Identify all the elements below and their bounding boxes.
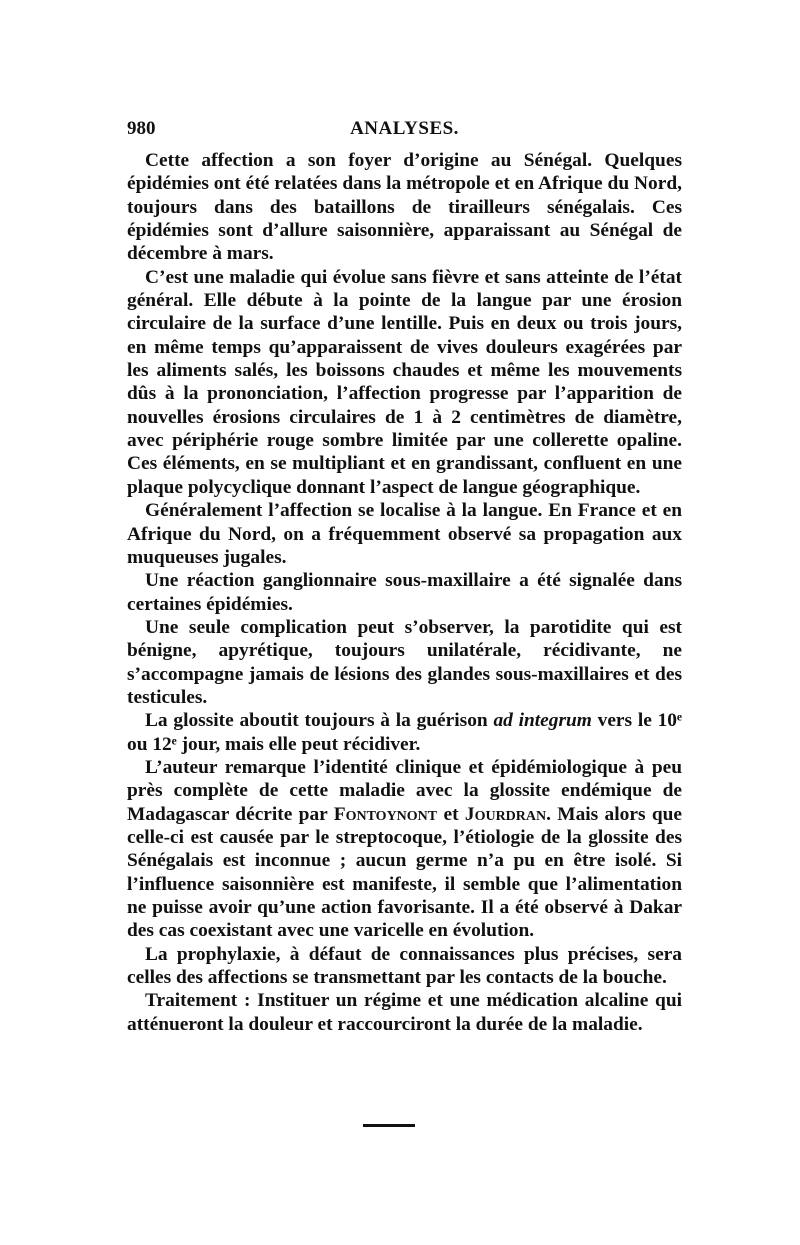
paragraph-text: vers le 10ᵉ ou 12ᵉ jour, mais elle peut récidiver. xyxy=(127,710,683,755)
author-name: Jourdran xyxy=(464,803,547,825)
paragraph: Une réaction ganglionnaire sous-maxillaire a été signalée dans certaines épidémies. xyxy=(127,570,682,615)
paragraph: C’est une maladie qui évolue sans fièvre et sans atteinte de l’état général. Elle débute à la pointe de la langue par une érosion circulaire de la surface d’une lentille. Puis en deux ou trois jours, en même temps qu’apparaissent de vives douleurs exagérées par les aliments salés, les boissons chaudes et même les mouvements dûs à la prononciation, l’affection progresse par l’apparition de nouvelles érosions circulaires de 1 à 2 centimètres de diamètre, avec périphérie rouge sombre limitée par une collerette opaline. Ces éléments, en se multipliant et en grandissant, confluent en une plaque polycyclique donnant l’aspect de langue géographique. xyxy=(127,266,682,498)
paragraph-text: . Mais alors que celle-ci est causée par le streptocoque, l’étiologie de la glossite des Sénégalais est inconnue ; aucun germe n’a pu en être isolé. Si l’influence saisonnière est manifeste, il semble que l’alimentation ne puisse avoir qu’une action favorisante. Il a été observé à Dakar des cas coexistant avec une varicelle en évolution. xyxy=(127,803,682,942)
page-header xyxy=(127,118,682,144)
page-number: 980 xyxy=(127,118,156,139)
paragraph: Traitement : Instituer un régime et une médication alcaline qui atténueront la douleur et raccourciront la durée de la maladie. xyxy=(127,990,682,1035)
running-title: ANALYSES. xyxy=(350,118,459,139)
paragraph-text: L’auteur remarque l’identité clinique et épidémiologique à peu près complète de cette maladie avec la glossite endémique de Madagascar décrite par xyxy=(127,756,682,825)
paragraph: Cette affection a son foyer d’origine au Sénégal. Quelques épidémies ont été relatées dans la métropole et en Afrique du Nord, toujours dans des bataillons de tirailleurs sénégalais. Ces épidémies sont d’allure saisonnière, apparaissant au Sénégal de décembre à mars. xyxy=(127,150,682,265)
paragraph-text: La glossite aboutit toujours à la guérison xyxy=(145,710,494,732)
author-name: Fontoynont xyxy=(333,803,438,825)
paragraph: La prophylaxie, à défaut de connaissances plus précises, sera celles des affections se transmettant par les contacts de la bouche. xyxy=(127,943,682,989)
paragraph: Généralement l’affection se localise à la langue. En France et en Afrique du Nord, on a fréquemment observé sa propagation aux muqueuses jugales. xyxy=(127,500,682,568)
latin-phrase: ad integrum xyxy=(493,710,592,732)
body-text xyxy=(127,149,682,1036)
paragraph-text: et xyxy=(437,803,465,825)
paragraph: Une seule complication peut s’observer, la parotidite qui est bénigne, apyrétique, toujours unilatérale, récidivante, ne s’accompagne jamais de lésions des glandes sous-maxillaires et des testicules. xyxy=(127,616,682,708)
end-rule xyxy=(363,1124,415,1127)
paragraph xyxy=(127,709,682,756)
paragraph xyxy=(127,756,682,943)
